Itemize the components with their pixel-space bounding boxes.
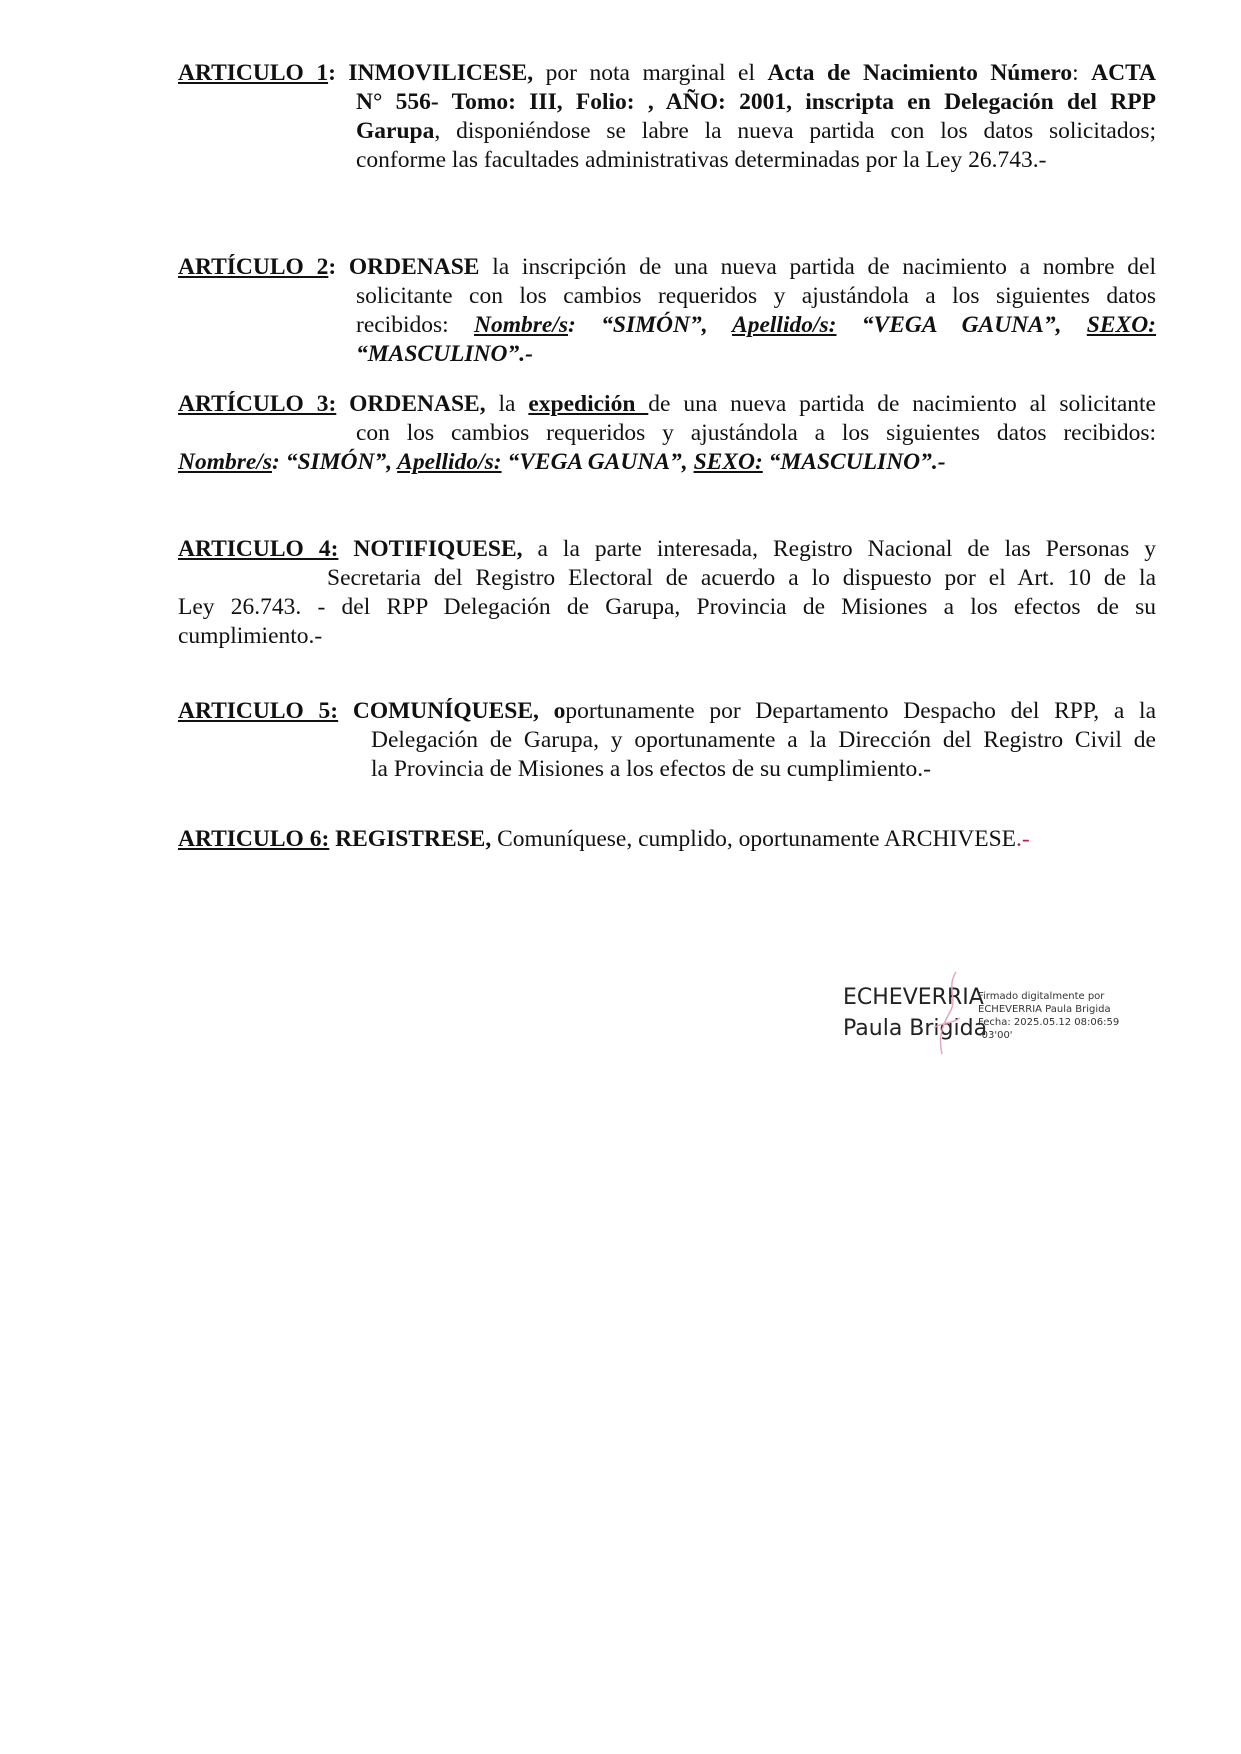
article-line	[178, 593, 1156, 622]
article-line	[178, 825, 1156, 854]
article-3	[178, 390, 1156, 477]
article-line	[178, 311, 1156, 340]
article-1	[178, 59, 1156, 175]
text-run: SEXO:	[693, 449, 763, 475]
article-line	[178, 146, 1156, 175]
text-run: ARTICULO 5:	[178, 698, 339, 724]
text-run: Acta de Nacimiento Número	[767, 60, 1073, 86]
text-run: : INMOVILICESE,	[328, 60, 534, 86]
text-run: ARTICULO 1	[178, 60, 329, 86]
text-run: : “SIMÓN”,	[272, 449, 398, 475]
text-run: la	[485, 391, 529, 417]
text-run: Ley 26.743. - del RPP Delegación de Garupa, Provincia de Misiones a los efectos de su	[178, 594, 1156, 620]
signature-details	[978, 990, 1119, 1042]
text-run: Nombre/s	[178, 449, 272, 475]
text-run: “VEGA GAUNA”,	[501, 449, 694, 475]
text-run: a la parte interesada, Registro Nacional de las Personas y	[522, 536, 1156, 562]
signature-surname: ECHEVERRIA	[843, 985, 984, 1010]
text-run: Secretaria del Registro Electoral de acuerdo a lo dispuesto por el Art. 10 de la	[327, 565, 1156, 591]
text-run: .-	[1016, 826, 1030, 852]
article-line	[178, 535, 1156, 564]
text-run: : “SIMÓN”,	[568, 312, 733, 338]
signature-detail-line: ECHEVERRIA Paula Brigida	[978, 1004, 1111, 1015]
text-run: ACTA	[1091, 60, 1157, 86]
article-line	[178, 726, 1156, 755]
text-run: de una nueva partida de nacimiento al solicitante	[648, 391, 1156, 417]
text-run: “MASCULINO”.-	[356, 341, 533, 367]
text-run: COMUNÍQUESE, o	[338, 698, 566, 724]
signature-detail-line: Fecha: 2025.05.12 08:06:59	[978, 1017, 1120, 1028]
text-run: N° 556- Tomo: III, Folio: , AÑO: 2001, inscripta en Delegación del RPP	[356, 89, 1156, 115]
text-run: “MASCULINO”.-	[762, 449, 946, 475]
text-run: SEXO:	[1086, 312, 1156, 338]
text-run: con los cambios requeridos y ajustándola a los siguientes datos recibidos:	[356, 420, 1156, 446]
text-run: portunamente por Departamento Despacho del RPP, a la	[565, 698, 1157, 724]
article-6	[178, 825, 1156, 854]
signature-flourish-icon	[928, 968, 968, 1058]
article-line	[178, 448, 1156, 477]
text-run: ARTÍCULO 2	[178, 254, 329, 280]
text-run: recibidos:	[356, 312, 474, 338]
text-run: ARTICULO 6:	[178, 826, 330, 852]
article-line	[178, 340, 1156, 369]
signature-detail-line: -03'00'	[978, 1030, 1013, 1041]
text-run: :	[1072, 60, 1092, 86]
text-run: ARTICULO 4:	[178, 536, 339, 562]
article-line	[178, 88, 1156, 117]
article-5	[178, 697, 1156, 784]
article-line	[178, 755, 1156, 784]
text-run: , disponiéndose se labre la nueva partida con los datos solicitados;	[434, 118, 1156, 144]
article-4	[178, 535, 1156, 651]
text-run: Apellido/s:	[397, 449, 502, 475]
text-run: REGISTRESE,	[329, 826, 492, 852]
article-line	[178, 282, 1156, 311]
article-line	[178, 59, 1156, 88]
text-run: Garupa	[356, 118, 435, 144]
text-run: Nombre/s	[474, 312, 568, 338]
text-run: : ORDENASE	[328, 254, 480, 280]
article-line	[178, 253, 1156, 282]
article-line	[178, 117, 1156, 146]
signature-detail-line: Firmado digitalmente por	[978, 991, 1105, 1002]
article-line	[178, 419, 1156, 448]
text-run: la Provincia de Misiones a los efectos de su cumplimiento.-	[371, 756, 931, 782]
article-line	[178, 622, 1156, 651]
text-run: cumplimiento.-	[178, 623, 323, 649]
text-run: expedición	[528, 391, 649, 417]
text-run: la inscripción de una nueva partida de nacimiento a nombre del	[479, 254, 1156, 280]
text-run: solicitante con los cambios requeridos y ajustándola a los siguientes datos	[356, 283, 1156, 309]
text-run: Delegación de Garupa, y oportunamente a la Dirección del Registro Civil de	[371, 727, 1156, 753]
text-run: por nota marginal el	[533, 60, 768, 86]
text-run: ORDENASE,	[336, 391, 486, 417]
article-line	[178, 697, 1156, 726]
article-line	[178, 390, 1156, 419]
text-run: conforme las facultades administrativas determinadas por la Ley 26.743.-	[356, 147, 1047, 173]
text-run: NOTIFIQUESE,	[338, 536, 523, 562]
text-run: ARTÍCULO 3:	[178, 391, 337, 417]
text-run: Apellido/s:	[732, 312, 837, 338]
signature-given-name: Paula Brigida	[843, 1016, 988, 1041]
text-run: Comuníquese, cumplido, oportunamente ARCHIVESE	[491, 826, 1017, 852]
article-2	[178, 253, 1156, 369]
article-line	[178, 564, 1156, 593]
text-run: “VEGA GAUNA”,	[836, 312, 1087, 338]
